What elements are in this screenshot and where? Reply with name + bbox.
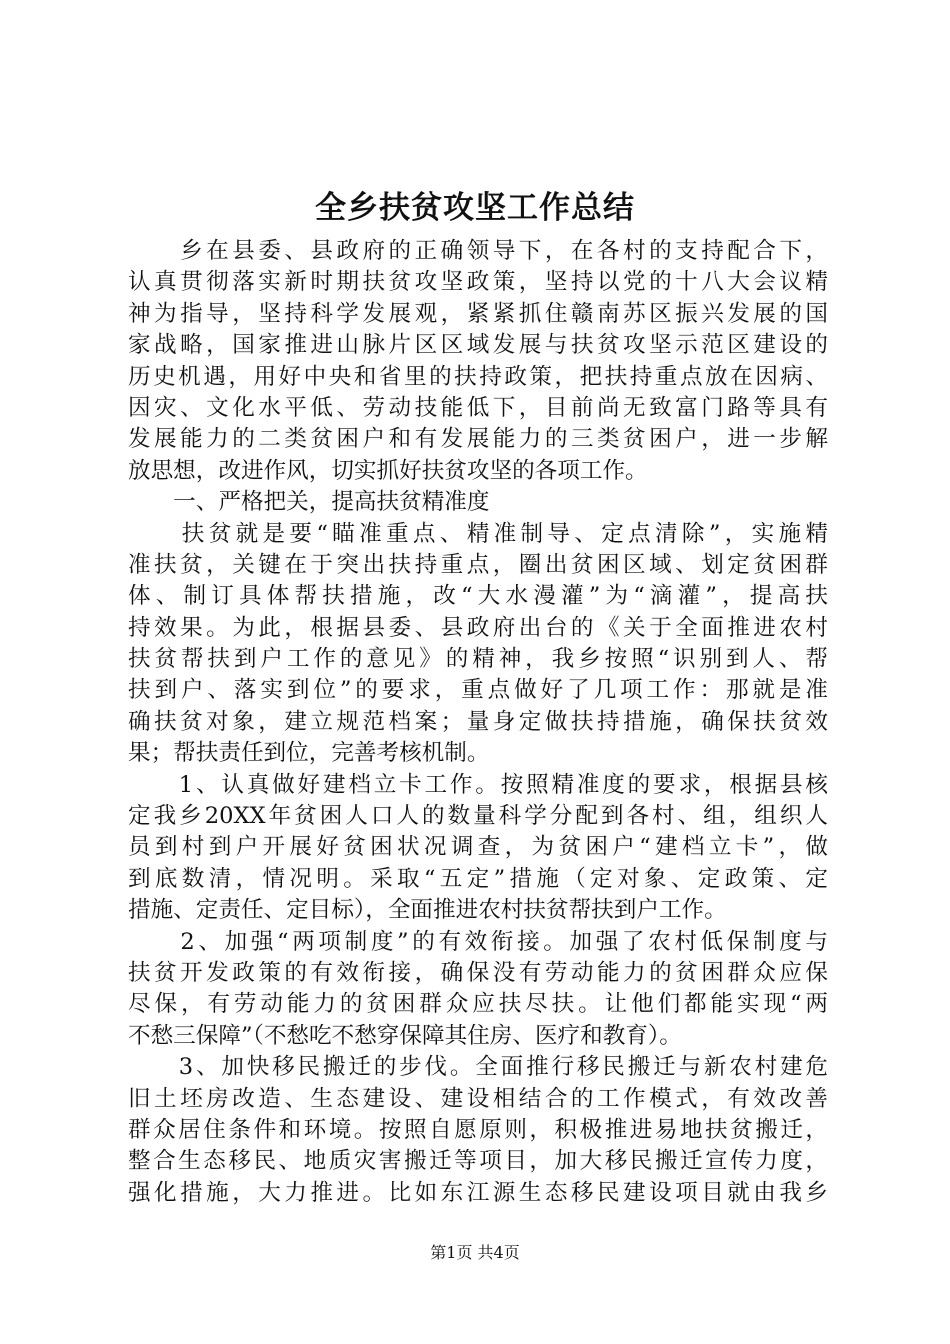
text-line: 强化措施，大力推进。比如东江源生态移民建设项目就由我乡 [128, 1179, 828, 1206]
text-line: 到底数清，情况明。采取“五定”措施（定对象、定政策、定 [128, 865, 828, 892]
text-line: 发展能力的二类贫困户和有发展能力的三类贫困户，进一步解 [128, 426, 828, 453]
text-line: 1、认真做好建档立卡工作。按照精准度的要求，根据县核 [128, 771, 828, 798]
text-line: 定我乡20XX年贫困人口人的数量科学分配到各村、组，组织人 [128, 803, 828, 830]
text-line: 扶贫帮扶到户工作的意见》的精神，我乡按照“识别到人、帮 [128, 646, 828, 673]
text-line: 扶到户、落实到位”的要求，重点做好了几项工作：那就是准 [128, 677, 828, 704]
text-line: 果；帮扶责任到位，完善考核机制。 [128, 740, 490, 767]
document-body [128, 236, 828, 1209]
text-line: 整合生态移民、地质灾害搬迁等项目，加大移民搬迁宣传力度， [128, 1148, 828, 1175]
text-line: 历史机遇，用好中央和省里的扶持政策，把扶持重点放在因病、 [128, 363, 828, 390]
text-line: 体、制订具体帮扶措施，改“大水漫灌”为“滴灌”，提高扶 [128, 583, 828, 610]
text-line: 旧土坯房改造、生态建设、建设相结合的工作模式，有效改善 [128, 1085, 828, 1112]
page-footer: 第1页 共4页 [430, 1243, 520, 1262]
text-line: 家战略，国家推进山脉片区区域发展与扶贫攻坚示范区建设的 [128, 332, 828, 359]
text-line: 扶贫开发政策的有效衔接，确保没有劳动能力的贫困群众应保 [128, 959, 828, 986]
text-line: 尽保，有劳动能力的贫困群众应扶尽扶。让他们都能实现“两 [128, 991, 828, 1018]
document-title: 全乡扶贫攻坚工作总结 [315, 190, 635, 226]
text-line: 员到村到户开展好贫困状况调查，为贫困户“建档立卡”，做 [128, 834, 828, 861]
text-line: 乡在县委、县政府的正确领导下，在各村的支持配合下， [128, 238, 828, 264]
text-line: 因灾、文化水平低、劳动技能低下，目前尚无致富门路等具有 [128, 394, 828, 421]
text-line: 准扶贫，关键在于突出扶持重点，圈出贫困区域、划定贫困群 [128, 551, 828, 578]
text-line: 一、严格把关，提高扶贫精准度 [128, 489, 490, 516]
text-line: 认真贯彻落实新时期扶贫攻坚政策，坚持以党的十八大会议精 [128, 269, 828, 296]
text-line: 扶贫就是要“瞄准重点、精准制导、定点清除”，实施精 [128, 520, 828, 547]
text-line: 放思想，改进作风，切实抓好扶贫攻坚的各项工作。 [128, 457, 648, 484]
text-line: 不愁三保障”（不愁吃不愁穿保障其住房、医疗和教育）。 [128, 1022, 682, 1049]
text-line: 确扶贫对象，建立规范档案；量身定做扶持措施，确保扶贫效 [128, 708, 828, 735]
text-line: 措施、定责任、定目标），全面推进农村扶贫帮扶到户工作。 [128, 897, 727, 924]
text-line: 群众居住条件和环境。按照自愿原则，积极推进易地扶贫搬迁， [128, 1116, 828, 1143]
text-line: 持效果。为此，根据县委、县政府出台的《关于全面推进农村 [128, 614, 828, 641]
text-line: 3、加快移民搬迁的步伐。全面推行移民搬迁与新农村建危 [128, 1054, 828, 1081]
text-line: 2、加强“两项制度”的有效衔接。加强了农村低保制度与 [128, 928, 828, 955]
text-line: 神为指导，坚持科学发展观，紧紧抓住赣南苏区振兴发展的国 [128, 300, 828, 327]
